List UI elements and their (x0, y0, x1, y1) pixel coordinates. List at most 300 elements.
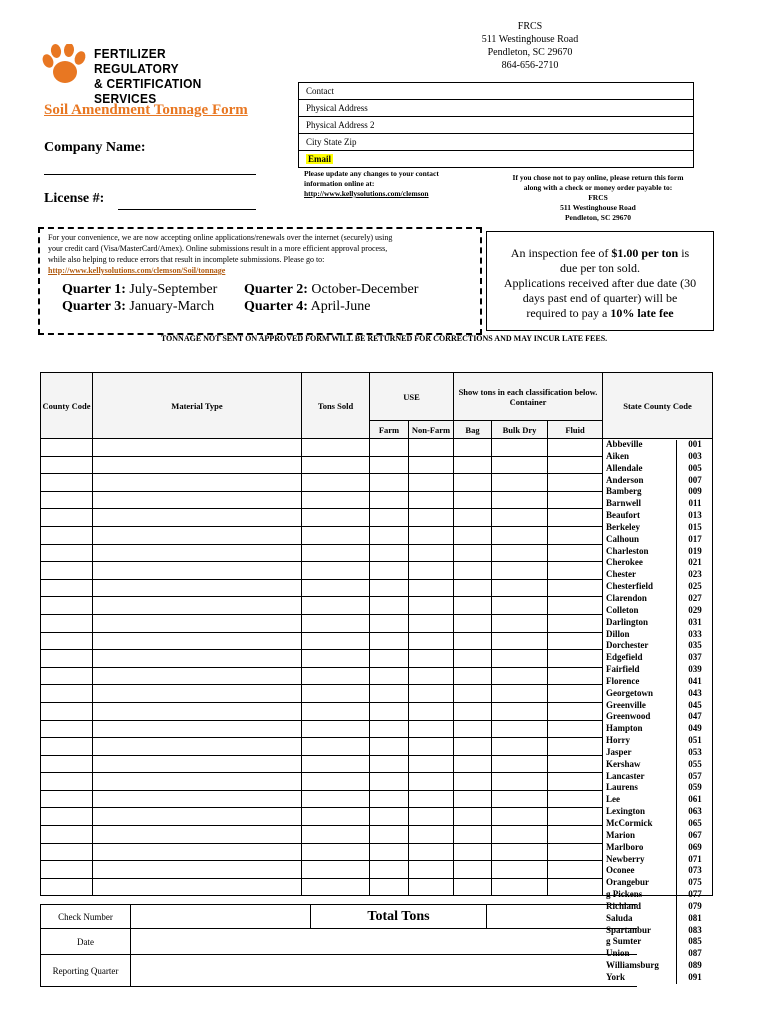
physical-address-2-label: Physical Address 2 (306, 120, 375, 130)
fluid-cell[interactable] (548, 650, 603, 668)
update-note-line-2: information online at: (304, 179, 375, 188)
non-farm-cell[interactable] (409, 562, 454, 580)
fluid-cell[interactable] (548, 667, 603, 685)
bulk-dry-cell[interactable] (492, 597, 548, 615)
fee-line-3: Applications received after due date (30 (503, 276, 697, 290)
tons-sold-cell[interactable] (302, 632, 370, 650)
county-code-list (682, 439, 708, 984)
contact-field[interactable] (299, 83, 693, 100)
non-farm-cell[interactable] (409, 773, 454, 791)
quarter-4-period: April-June (310, 299, 371, 314)
county-code-cell[interactable] (41, 808, 93, 826)
material-type-cell[interactable] (93, 843, 302, 861)
farm-cell[interactable] (370, 456, 409, 474)
county-name: Greenville (606, 699, 646, 710)
county-code-cell[interactable] (41, 439, 93, 457)
material-type-cell[interactable] (93, 562, 302, 580)
bulk-dry-cell[interactable] (492, 720, 548, 738)
bulk-dry-cell[interactable] (492, 773, 548, 791)
non-farm-cell[interactable] (409, 439, 454, 457)
bag-cell[interactable] (454, 738, 492, 756)
county-code-cell[interactable] (41, 597, 93, 615)
bag-cell[interactable] (454, 439, 492, 457)
bag-cell[interactable] (454, 667, 492, 685)
quarter-4-label: Quarter 4: (244, 299, 308, 314)
inspection-fee-text (493, 246, 707, 321)
material-type-cell[interactable] (93, 544, 302, 562)
material-type-cell[interactable] (93, 702, 302, 720)
county-code: 049 (688, 723, 702, 734)
county-code: 011 (688, 498, 702, 509)
county-name: Orangebur (606, 877, 650, 888)
tons-sold-cell[interactable] (302, 790, 370, 808)
bag-cell[interactable] (454, 878, 492, 896)
material-type-cell[interactable] (93, 773, 302, 791)
farm-cell[interactable] (370, 685, 409, 703)
quarter-2-label: Quarter 2: (244, 282, 308, 297)
county-code: 077 (688, 889, 702, 900)
farm-cell[interactable] (370, 614, 409, 632)
physical-address-2-field[interactable] (299, 117, 693, 134)
non-farm-cell[interactable] (409, 526, 454, 544)
license-field[interactable] (118, 195, 256, 210)
physical-address-field[interactable] (299, 100, 693, 117)
fluid-cell[interactable] (548, 861, 603, 879)
material-type-cell[interactable] (93, 826, 302, 844)
county-code: 051 (688, 735, 702, 746)
non-farm-cell[interactable] (409, 861, 454, 879)
material-type-cell[interactable] (93, 790, 302, 808)
county-name: McCormick (606, 818, 653, 828)
bag-cell[interactable] (454, 632, 492, 650)
non-farm-cell[interactable] (409, 456, 454, 474)
county-code-cell[interactable] (41, 878, 93, 896)
bag-cell[interactable] (454, 474, 492, 492)
fluid-cell[interactable] (548, 773, 603, 791)
material-type-cell[interactable] (93, 755, 302, 773)
farm-cell[interactable] (370, 562, 409, 580)
county-code-cell[interactable] (41, 773, 93, 791)
material-type-cell[interactable] (93, 456, 302, 474)
county-code-cell[interactable] (41, 474, 93, 492)
tons-sold-cell[interactable] (302, 579, 370, 597)
logo-line-1: FERTILIZER REGULATORY (94, 46, 179, 76)
county-name: Kershaw (606, 758, 641, 769)
late-fee: 10% late fee (610, 306, 674, 320)
bulk-dry-cell[interactable] (492, 790, 548, 808)
county-name: Cherokee (606, 557, 643, 568)
bulk-dry-cell[interactable] (492, 439, 548, 457)
county-code: 043 (688, 687, 702, 698)
fluid-cell[interactable] (548, 685, 603, 703)
city-state-zip-field[interactable] (299, 134, 693, 151)
material-type-cell[interactable] (93, 474, 302, 492)
county-code: 031 (688, 616, 702, 627)
county-name: Berkeley (606, 521, 640, 532)
county-code: 047 (688, 711, 702, 722)
county-code-cell[interactable] (41, 526, 93, 544)
tons-sold-cell[interactable] (302, 526, 370, 544)
fee-amount: $1.00 per ton (611, 246, 679, 260)
farm-cell[interactable] (370, 579, 409, 597)
tons-sold-cell[interactable] (302, 843, 370, 861)
contact-label: Contact (306, 86, 334, 96)
bulk-dry-cell[interactable] (492, 878, 548, 896)
farm-cell[interactable] (370, 632, 409, 650)
bulk-dry-cell[interactable] (492, 685, 548, 703)
fluid-cell[interactable] (548, 702, 603, 720)
county-name: Anderson (606, 474, 644, 485)
fluid-cell[interactable] (548, 878, 603, 896)
non-farm-cell[interactable] (409, 509, 454, 527)
material-type-cell[interactable] (93, 597, 302, 615)
frcs-logo (42, 44, 252, 106)
bulk-dry-cell[interactable] (492, 632, 548, 650)
frcs-phone: 864-656-2710 (501, 60, 559, 71)
fluid-cell[interactable] (548, 509, 603, 527)
frcs-name: FRCS (517, 21, 543, 32)
date-field[interactable] (131, 929, 637, 955)
fluid-cell[interactable] (548, 439, 603, 457)
farm-cell[interactable] (370, 491, 409, 509)
material-type-cell[interactable] (93, 685, 302, 703)
material-type-cell[interactable] (93, 720, 302, 738)
bulk-dry-cell[interactable] (492, 808, 548, 826)
bag-cell[interactable] (454, 650, 492, 668)
tons-sold-cell[interactable] (302, 439, 370, 457)
material-type-cell[interactable] (93, 439, 302, 457)
farm-cell[interactable] (370, 826, 409, 844)
fluid-cell[interactable] (548, 826, 603, 844)
farm-cell[interactable] (370, 878, 409, 896)
county-name: g Pickens (606, 889, 643, 900)
county-name: g Sumter (606, 936, 642, 947)
update-contact-link[interactable]: http://www.kellysolutions.com/clemson (304, 189, 429, 198)
bulk-dry-cell[interactable] (492, 509, 548, 527)
county-code: 089 (688, 960, 702, 971)
non-farm-cell[interactable] (409, 667, 454, 685)
county-name: Beaufort (606, 510, 640, 521)
bag-cell[interactable] (454, 614, 492, 632)
fluid-cell[interactable] (548, 614, 603, 632)
bag-cell[interactable] (454, 685, 492, 703)
email-field[interactable] (299, 151, 693, 167)
bag-cell[interactable] (454, 702, 492, 720)
farm-cell[interactable] (370, 773, 409, 791)
bag-cell[interactable] (454, 562, 492, 580)
farm-cell[interactable] (370, 808, 409, 826)
county-name: Marion (606, 829, 635, 840)
tons-sold-cell[interactable] (302, 808, 370, 826)
bag-cell[interactable] (454, 773, 492, 791)
county-code-cell[interactable] (41, 562, 93, 580)
material-type-cell[interactable] (93, 650, 302, 668)
bag-cell[interactable] (454, 808, 492, 826)
bag-cell[interactable] (454, 790, 492, 808)
county-name-list (606, 439, 676, 984)
bulk-dry-header: Bulk Dry (492, 421, 548, 439)
county-name: Williamsburg (606, 960, 659, 971)
fluid-cell[interactable] (548, 544, 603, 562)
farm-cell[interactable] (370, 755, 409, 773)
county-code-cell[interactable] (41, 738, 93, 756)
reporting-quarter-label: Reporting Quarter (41, 955, 131, 987)
tons-sold-cell[interactable] (302, 597, 370, 615)
material-type-cell[interactable] (93, 526, 302, 544)
bag-cell[interactable] (454, 843, 492, 861)
license-label: License #: (44, 191, 105, 206)
non-farm-cell[interactable] (409, 544, 454, 562)
non-farm-cell[interactable] (409, 650, 454, 668)
county-name: Lancaster (606, 770, 645, 781)
bulk-dry-cell[interactable] (492, 861, 548, 879)
bag-cell[interactable] (454, 755, 492, 773)
bulk-dry-cell[interactable] (492, 491, 548, 509)
tons-sold-cell[interactable] (302, 755, 370, 773)
bulk-dry-cell[interactable] (492, 614, 548, 632)
bulk-dry-cell[interactable] (492, 702, 548, 720)
farm-cell[interactable] (370, 509, 409, 527)
tons-sold-cell[interactable] (302, 685, 370, 703)
paw-print-icon (42, 44, 88, 86)
tons-sold-cell[interactable] (302, 773, 370, 791)
bag-cell[interactable] (454, 597, 492, 615)
county-name: Allendale (606, 462, 643, 473)
county-code-cell[interactable] (41, 491, 93, 509)
non-farm-cell[interactable] (409, 878, 454, 896)
classification-header: Show tons in each classification below. Container (454, 373, 603, 421)
fluid-cell[interactable] (548, 632, 603, 650)
fee-line-5-prefix: required to pay a (526, 306, 611, 320)
non-farm-cell[interactable] (409, 826, 454, 844)
non-farm-cell[interactable] (409, 597, 454, 615)
company-name-field[interactable] (44, 160, 256, 175)
farm-cell[interactable] (370, 861, 409, 879)
farm-cell[interactable] (370, 526, 409, 544)
bulk-dry-cell[interactable] (492, 755, 548, 773)
fee-line-1-suffix: is (678, 246, 690, 260)
county-code-cell[interactable] (41, 667, 93, 685)
county-name: Horry (606, 735, 630, 746)
tons-sold-cell[interactable] (302, 562, 370, 580)
tons-sold-cell[interactable] (302, 702, 370, 720)
non-farm-cell[interactable] (409, 738, 454, 756)
material-type-cell[interactable] (93, 491, 302, 509)
county-code-cell[interactable] (41, 755, 93, 773)
convenience-line-2: your credit card (Visa/MasterCard/Amex). Online submissions result in a more efficient approval process, (48, 244, 388, 253)
fluid-cell[interactable] (548, 474, 603, 492)
frcs-street: 511 Westinghouse Road (481, 34, 579, 45)
non-farm-cell[interactable] (409, 632, 454, 650)
county-code-cell[interactable] (41, 790, 93, 808)
quarter-1-label: Quarter 1: (62, 282, 126, 297)
reporting-quarter-field[interactable] (131, 955, 637, 987)
fee-line-4: days past end of quarter) will be (522, 291, 678, 305)
material-type-cell[interactable] (93, 614, 302, 632)
non-farm-cell[interactable] (409, 474, 454, 492)
non-farm-cell[interactable] (409, 614, 454, 632)
county-name: Clarendon (606, 592, 647, 603)
farm-cell[interactable] (370, 738, 409, 756)
county-code-cell[interactable] (41, 826, 93, 844)
bulk-dry-cell[interactable] (492, 826, 548, 844)
bulk-dry-cell[interactable] (492, 456, 548, 474)
material-type-cell[interactable] (93, 579, 302, 597)
logo-text (94, 46, 239, 106)
fee-line-1 (493, 246, 707, 261)
bag-cell[interactable] (454, 526, 492, 544)
fluid-cell[interactable] (548, 456, 603, 474)
fluid-cell[interactable] (548, 597, 603, 615)
mail-note-org: FRCS (588, 193, 608, 202)
county-code-cell[interactable] (41, 509, 93, 527)
bag-cell[interactable] (454, 579, 492, 597)
bag-cell[interactable] (454, 826, 492, 844)
bag-cell[interactable] (454, 720, 492, 738)
bulk-dry-cell[interactable] (492, 474, 548, 492)
non-farm-cell[interactable] (409, 808, 454, 826)
county-code-cell[interactable] (41, 843, 93, 861)
material-type-cell[interactable] (93, 667, 302, 685)
farm-cell[interactable] (370, 439, 409, 457)
bulk-dry-cell[interactable] (492, 562, 548, 580)
county-code-cell[interactable] (41, 456, 93, 474)
non-farm-cell[interactable] (409, 491, 454, 509)
check-number-field[interactable] (131, 905, 311, 929)
non-farm-cell[interactable] (409, 843, 454, 861)
online-submission-box (38, 227, 482, 335)
fluid-cell[interactable] (548, 720, 603, 738)
fee-line-2: due per ton sold. (560, 261, 640, 275)
city-state-zip-label: City State Zip (306, 137, 357, 147)
fluid-cell[interactable] (548, 808, 603, 826)
farm-cell[interactable] (370, 544, 409, 562)
fluid-cell[interactable] (548, 738, 603, 756)
fee-line-5 (493, 306, 707, 321)
non-farm-cell[interactable] (409, 702, 454, 720)
tons-sold-cell[interactable] (302, 650, 370, 668)
material-type-cell[interactable] (93, 808, 302, 826)
fluid-cell[interactable] (548, 843, 603, 861)
county-code-cell[interactable] (41, 702, 93, 720)
material-type-cell[interactable] (93, 878, 302, 896)
county-code-cell[interactable] (41, 650, 93, 668)
bag-cell[interactable] (454, 861, 492, 879)
tons-sold-cell[interactable] (302, 509, 370, 527)
total-tons-field[interactable] (487, 905, 637, 929)
farm-cell[interactable] (370, 650, 409, 668)
tons-sold-cell[interactable] (302, 861, 370, 879)
bag-cell[interactable] (454, 456, 492, 474)
farm-cell[interactable] (370, 843, 409, 861)
fluid-cell[interactable] (548, 562, 603, 580)
county-code-cell[interactable] (41, 614, 93, 632)
tons-sold-cell[interactable] (302, 720, 370, 738)
county-name: Hampton (606, 723, 643, 734)
county-code-cell[interactable] (41, 579, 93, 597)
fluid-cell[interactable] (548, 755, 603, 773)
county-code: 085 (688, 936, 702, 947)
bag-cell[interactable] (454, 544, 492, 562)
material-type-cell[interactable] (93, 738, 302, 756)
county-name: Georgetown (606, 687, 653, 698)
farm-cell[interactable] (370, 597, 409, 615)
farm-cell[interactable] (370, 474, 409, 492)
county-code-cell[interactable] (41, 685, 93, 703)
bulk-dry-cell[interactable] (492, 843, 548, 861)
county-name: Chester (606, 569, 636, 580)
tons-sold-cell[interactable] (302, 491, 370, 509)
county-code: 061 (688, 794, 702, 805)
bulk-dry-cell[interactable] (492, 650, 548, 668)
county-code-cell[interactable] (41, 544, 93, 562)
county-code-cell[interactable] (41, 861, 93, 879)
logo-line-2: & CERTIFICATION SERVICES (94, 76, 202, 106)
tons-sold-cell[interactable] (302, 456, 370, 474)
farm-cell[interactable] (370, 702, 409, 720)
tons-sold-cell[interactable] (302, 738, 370, 756)
tons-sold-cell[interactable] (302, 544, 370, 562)
material-type-cell[interactable] (93, 509, 302, 527)
fluid-cell[interactable] (548, 491, 603, 509)
non-farm-cell[interactable] (409, 790, 454, 808)
material-type-cell[interactable] (93, 861, 302, 879)
farm-cell[interactable] (370, 790, 409, 808)
online-tonnage-link[interactable]: http://www.kellysolutions.com/clemson/Soil/tonnage (48, 266, 226, 275)
convenience-line-1: For your convenience, we are now accepting online applications/renewals over the internet (securely) using (48, 233, 393, 242)
tons-sold-cell[interactable] (302, 667, 370, 685)
tons-sold-cell[interactable] (302, 826, 370, 844)
non-farm-cell[interactable] (409, 579, 454, 597)
county-code: 023 (688, 569, 702, 580)
non-farm-cell[interactable] (409, 755, 454, 773)
county-name: Dillon (606, 628, 630, 639)
bulk-dry-cell[interactable] (492, 526, 548, 544)
material-type-cell[interactable] (93, 632, 302, 650)
county-code: 087 (688, 948, 702, 959)
fluid-cell[interactable] (548, 790, 603, 808)
county-name: Marlboro (606, 841, 644, 852)
county-code: 045 (688, 699, 702, 710)
mail-note-address: 511 Westinghouse Road (560, 203, 636, 212)
corrections-notice: TONNAGE NOT SENT ON APPROVED FORM WILL BE RETURNED FOR CORRECTIONS AND MAY INCUR LATE FEES. (160, 334, 608, 343)
farm-cell[interactable] (370, 720, 409, 738)
county-code-header: County Code (41, 373, 93, 439)
bulk-dry-cell[interactable] (492, 738, 548, 756)
fluid-cell[interactable] (548, 579, 603, 597)
county-code: 003 (688, 450, 702, 461)
tons-sold-cell[interactable] (302, 614, 370, 632)
county-code: 059 (688, 782, 702, 793)
non-farm-cell[interactable] (409, 720, 454, 738)
physical-address-label: Physical Address (306, 103, 368, 113)
farm-cell[interactable] (370, 667, 409, 685)
fluid-cell[interactable] (548, 526, 603, 544)
bulk-dry-cell[interactable] (492, 579, 548, 597)
tons-sold-cell[interactable] (302, 474, 370, 492)
non-farm-cell[interactable] (409, 685, 454, 703)
county-code-cell[interactable] (41, 720, 93, 738)
county-code-cell[interactable] (41, 632, 93, 650)
tons-sold-cell[interactable] (302, 878, 370, 896)
county-name: Bamberg (606, 486, 642, 497)
bag-cell[interactable] (454, 509, 492, 527)
bag-cell[interactable] (454, 491, 492, 509)
county-code: 007 (688, 474, 702, 485)
total-tons-label: Total Tons (311, 905, 487, 929)
bulk-dry-cell[interactable] (492, 544, 548, 562)
bulk-dry-cell[interactable] (492, 667, 548, 685)
